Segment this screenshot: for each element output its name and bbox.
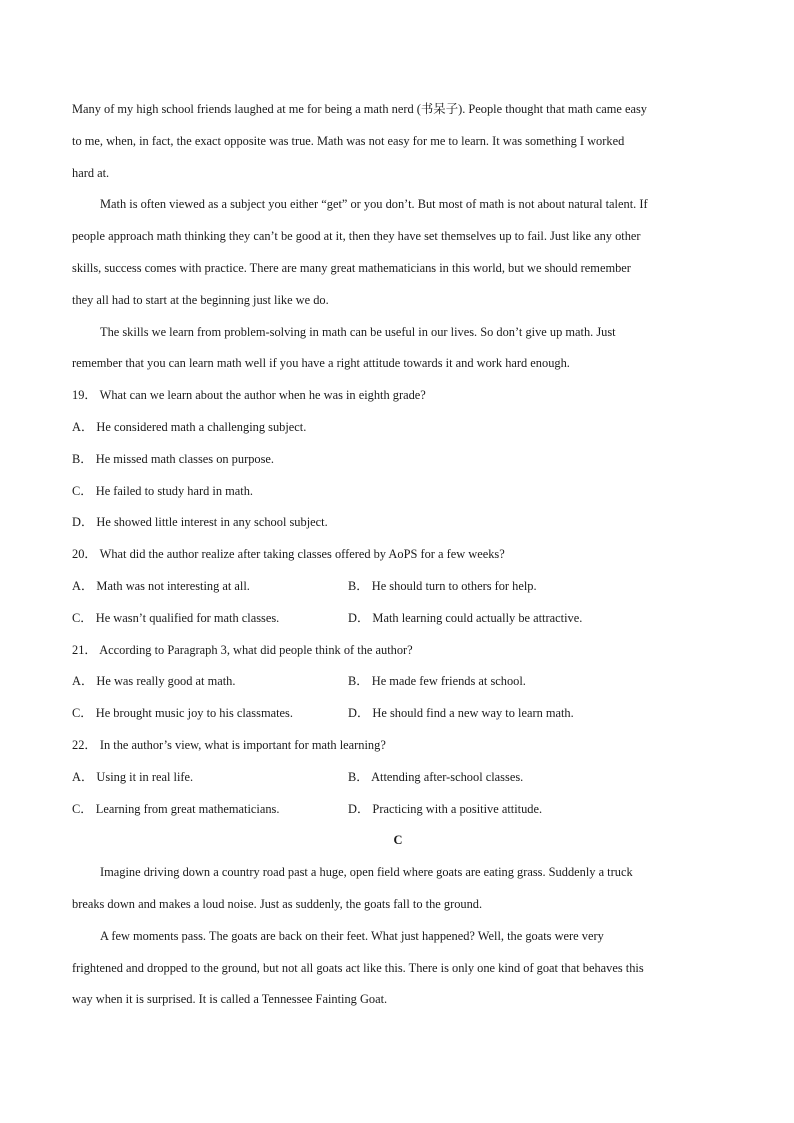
option-d: D． He showed little interest in any school subject.	[72, 515, 328, 530]
option-row	[72, 571, 724, 603]
option-d: D． Math learning could actually be attractive.	[348, 610, 583, 625]
option-b: B． He missed math classes on purpose.	[72, 451, 275, 466]
paragraph-line: hard at.	[72, 165, 110, 180]
option-c: C． He failed to study hard in math.	[72, 483, 254, 498]
question-20	[72, 539, 724, 634]
option-row	[72, 762, 724, 794]
paragraph-line: skills, success comes with practice. There are many great mathematicians in this world, but we should remember	[72, 260, 631, 275]
option-b: B． He should turn to others for help.	[348, 578, 537, 593]
paragraph-line: to me, when, in fact, the exact opposite was true. Math was not easy for me to learn. It was something I worked	[72, 133, 625, 148]
option-row	[72, 603, 724, 635]
paragraph-line: people approach math thinking they can’t be good at it, then they have set themselves up to fail. Just like any other	[72, 229, 641, 244]
option-c: C． Learning from great mathematicians.	[72, 801, 280, 816]
option-row	[72, 698, 724, 730]
paragraph-line: Many of my high school friends laughed at me for being a math nerd (书呆子). People thought that math came easy	[72, 102, 647, 116]
section-heading: C	[393, 833, 403, 848]
passage-b	[72, 94, 724, 380]
question-21	[72, 635, 724, 730]
option-c: C． He wasn’t qualified for math classes.	[72, 610, 280, 625]
question-stem: 21． According to Paragraph 3, what did people think of the author?	[72, 642, 413, 657]
paragraph-line: Imagine driving down a country road past a huge, open field where goats are eating grass. Suddenly a truck	[100, 865, 633, 880]
paragraph-line: Math is often viewed as a subject you either “get” or you don’t. But most of math is not about natural talent. If	[100, 197, 648, 212]
option-c: C． He brought music joy to his classmates.	[72, 706, 293, 721]
option-a: A． He considered math a challenging subject.	[72, 419, 307, 434]
paragraph-line: A few moments pass. The goats are back on their feet. What just happened? Well, the goats were very	[100, 928, 604, 943]
paragraph-line: The skills we learn from problem-solving in math can be useful in our lives. So don’t give up math. Just	[100, 324, 616, 339]
question-stem: 20． What did the author realize after taking classes offered by AoPS for a few weeks?	[72, 547, 505, 562]
question-22	[72, 730, 724, 825]
option-b: B． Attending after-school classes.	[348, 769, 524, 784]
passage-c	[72, 857, 724, 1016]
paragraph-line: remember that you can learn math well if you have a right attitude towards it and work hard enough.	[72, 356, 570, 371]
question-stem: 19． What can we learn about the author when he was in eighth grade?	[72, 388, 426, 403]
paragraph-line: breaks down and makes a loud noise. Just as suddenly, the goats fall to the ground.	[72, 896, 483, 911]
paragraph-line: way when it is surprised. It is called a Tennessee Fainting Goat.	[72, 992, 388, 1007]
question-19	[72, 380, 724, 539]
option-row	[72, 666, 724, 698]
paragraph-line: they all had to start at the beginning just like we do.	[72, 292, 329, 307]
document-page	[72, 94, 724, 1016]
option-b: B． He made few friends at school.	[348, 674, 526, 689]
option-a: A． He was really good at math.	[72, 674, 236, 689]
option-a: A． Using it in real life.	[72, 769, 194, 784]
option-a: A． Math was not interesting at all.	[72, 578, 250, 593]
option-d: D． He should find a new way to learn math.	[348, 706, 574, 721]
paragraph-line: frightened and dropped to the ground, but not all goats act like this. There is only one kind of goat that behaves this	[72, 960, 644, 975]
option-row	[72, 794, 724, 826]
option-d: D． Practicing with a positive attitude.	[348, 801, 543, 816]
question-stem: 22． In the author’s view, what is important for math learning?	[72, 737, 386, 752]
